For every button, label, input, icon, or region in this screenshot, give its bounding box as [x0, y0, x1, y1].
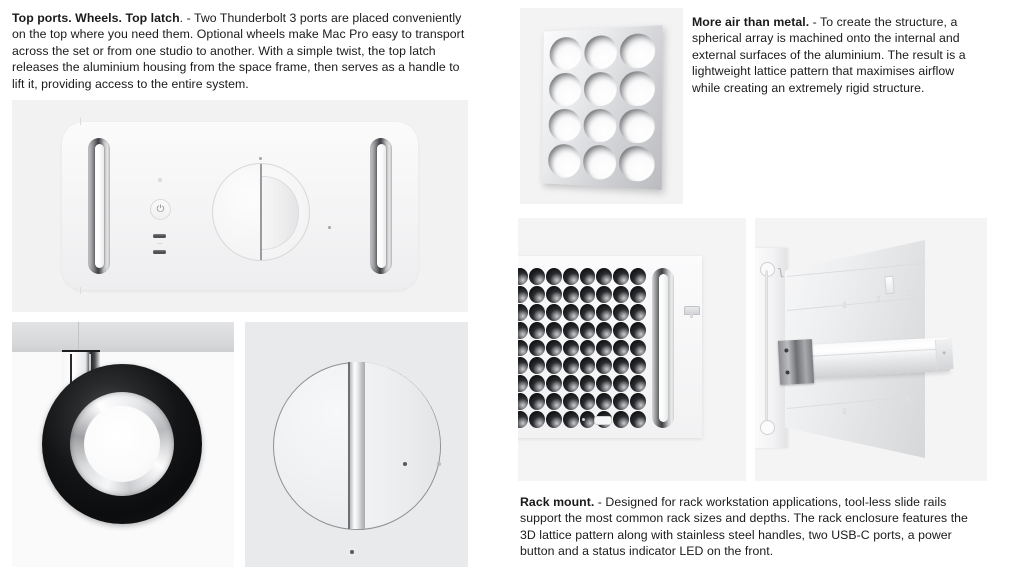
grille-hole	[596, 286, 612, 303]
rack-lattice-grille	[518, 268, 646, 428]
grille-hole	[518, 304, 528, 321]
more-air-separator: -	[809, 15, 821, 29]
thunderbolt-port-2	[153, 250, 166, 254]
grille-hole	[613, 375, 629, 392]
lattice-slab	[542, 25, 663, 190]
grille-hole	[546, 340, 562, 357]
handle-slot-inner-left	[95, 144, 104, 268]
rack-front-foot	[594, 416, 612, 425]
grille-hole	[563, 340, 579, 357]
grille-hole	[580, 393, 596, 410]
grille-hole	[630, 375, 646, 392]
chassis-vent-mark	[877, 402, 880, 408]
status-led-indicator	[158, 178, 162, 182]
power-button-icon: ⏻	[150, 199, 171, 220]
more-air-text-block	[692, 14, 972, 96]
latch-chrome-bar	[348, 362, 365, 529]
top-latch-closeup-image	[245, 322, 468, 567]
top-latch-disc	[273, 362, 441, 530]
grille-hole	[613, 322, 629, 339]
port-divider-line	[157, 243, 162, 244]
rack-stainless-handle	[652, 268, 674, 428]
ear-handle-slot	[765, 270, 768, 426]
grille-hole	[596, 375, 612, 392]
lattice-hole	[620, 71, 655, 106]
lattice-pattern-image	[520, 8, 683, 204]
grille-hole	[563, 393, 579, 410]
lattice-hole	[584, 71, 618, 105]
bracket-pin	[784, 348, 788, 352]
grille-hole	[613, 286, 629, 303]
grille-hole	[563, 357, 579, 374]
slide-rail-bracket	[778, 339, 814, 385]
latch-right-half	[356, 362, 440, 528]
grille-hole	[546, 357, 562, 374]
grille-hole	[546, 393, 562, 410]
thunderbolt-handle-slot-right	[370, 138, 392, 274]
grille-hole	[546, 286, 562, 303]
latch-bar-edge-line	[348, 362, 350, 529]
rack-front-latch	[684, 306, 700, 315]
top-ports-lede: Top ports. Wheels. Top latch	[12, 11, 180, 25]
grille-hole	[630, 393, 646, 410]
grille-hole	[529, 340, 545, 357]
grille-hole	[563, 304, 579, 321]
grille-hole	[518, 322, 528, 339]
grille-hole	[518, 393, 528, 410]
grille-hole	[580, 268, 596, 285]
grille-hole	[580, 322, 596, 339]
grille-hole	[546, 375, 562, 392]
grille-hole	[529, 357, 545, 374]
lattice-hole	[619, 146, 654, 182]
grille-hole	[580, 340, 596, 357]
grille-hole	[580, 286, 596, 303]
wheel-chrome-hub	[70, 392, 174, 496]
grille-hole	[630, 340, 646, 357]
lattice-hole	[549, 108, 581, 141]
chassis-vent-mark	[843, 408, 846, 414]
grille-hole	[529, 375, 545, 392]
grille-hole	[613, 393, 629, 410]
latch-marker-dot-bottom	[350, 550, 354, 554]
rack-mount-lede: Rack mount.	[520, 495, 595, 509]
mac-pro-top-view-image	[12, 100, 468, 312]
lattice-hole	[583, 145, 617, 180]
grille-hole	[518, 340, 528, 357]
chassis-seam-line	[78, 322, 79, 352]
grille-hole	[529, 322, 545, 339]
grille-hole	[630, 268, 646, 285]
rack-handle-inner	[659, 274, 668, 422]
thunderbolt-handle-slot-left	[88, 138, 110, 274]
grille-hole	[630, 357, 646, 374]
grille-hole	[630, 304, 646, 321]
grille-hole	[518, 286, 528, 303]
chassis-vent-mark	[907, 290, 910, 296]
grille-hole	[613, 411, 629, 428]
grille-hole	[518, 375, 528, 392]
grille-hole	[613, 357, 629, 374]
rack-slide-rails-image	[755, 218, 987, 481]
top-latch-dial	[212, 163, 310, 261]
grille-hole	[580, 304, 596, 321]
lattice-hole	[549, 36, 581, 70]
grille-hole	[563, 411, 579, 428]
grille-hole	[596, 322, 612, 339]
grille-hole	[563, 375, 579, 392]
grille-hole	[518, 357, 528, 374]
top-latch-center-bar	[260, 164, 262, 260]
grille-hole	[596, 393, 612, 410]
slide-rail-end-cap	[935, 339, 954, 370]
latch-marker-dot-inner	[403, 462, 407, 466]
chassis-vent-mark	[907, 396, 910, 402]
grille-hole	[529, 286, 545, 303]
grille-hole	[580, 375, 596, 392]
latch-marker-dot-outer	[437, 462, 441, 466]
grille-hole	[546, 322, 562, 339]
bracket-pin	[785, 370, 789, 374]
mounting-hole-bottom	[760, 420, 775, 435]
latch-alignment-dot-top	[259, 157, 262, 160]
top-ports-text-block	[12, 10, 468, 92]
grille-hole	[529, 304, 545, 321]
wheel-tire	[42, 364, 202, 524]
lattice-hole	[548, 144, 580, 178]
grille-hole	[630, 286, 646, 303]
mac-pro-housing	[62, 122, 418, 290]
grille-hole	[518, 268, 528, 285]
grille-hole	[596, 357, 612, 374]
grille-hole	[580, 357, 596, 374]
rack-enclosure-front-image	[518, 218, 746, 481]
latch-alignment-dot-right	[328, 226, 331, 229]
rack-status-indicator-led	[582, 418, 585, 421]
grille-hole	[546, 268, 562, 285]
grille-hole	[613, 304, 629, 321]
lattice-hole	[584, 35, 618, 70]
grille-hole	[630, 411, 646, 428]
handle-slot-inner-right	[377, 144, 386, 268]
grille-hole	[563, 286, 579, 303]
wheel-center-core	[84, 406, 160, 482]
grille-hole	[630, 322, 646, 339]
top-ports-body: Two Thunderbolt 3 ports are placed conveniently on the top where you need them. Optional wheels make Mac Pro easy to transport across the set or from one studio to another. With a simple twist, the top latch releases the aluminium housing from the space frame, then serves as a handle to lift it, providing access to the entire system.	[12, 11, 465, 91]
more-air-body: To create the structure, a spherical array is machined onto the internal and external surfaces of the aluminium. The result is a lightweight lattice pattern that maximises airflow while creating an extremely rigid structure.	[692, 15, 966, 95]
grille-hole	[546, 411, 562, 428]
grille-hole	[563, 322, 579, 339]
chassis-edge-band	[12, 322, 234, 352]
grille-hole	[518, 411, 528, 428]
lattice-hole	[620, 33, 655, 69]
grille-hole	[613, 340, 629, 357]
grille-hole	[596, 268, 612, 285]
rack-mount-body: Designed for rack workstation applications, tool-less slide rails support the most common rack sizes and depths. The rack enclosure features the 3D lattice pattern along with stainless steel handles, two USB-C ports, a power button and a status indicator LED on the front.	[520, 495, 968, 559]
chassis-embossed-mark: ʅ	[777, 262, 783, 278]
chassis-retention-tab	[884, 276, 895, 295]
rack-mount-separator: -	[594, 495, 606, 509]
top-latch-half-disc	[260, 176, 299, 250]
thunderbolt-port-1	[153, 234, 166, 238]
grille-hole	[596, 304, 612, 321]
grille-hole	[529, 411, 545, 428]
more-air-lede: More air than metal.	[692, 15, 810, 29]
chassis-vent-mark	[843, 302, 846, 308]
rack-mount-text-block	[520, 494, 976, 560]
grille-hole	[563, 268, 579, 285]
grille-hole	[596, 340, 612, 357]
grille-hole	[613, 268, 629, 285]
lattice-hole	[549, 72, 581, 105]
rack-front-face	[518, 256, 702, 438]
grille-hole	[529, 393, 545, 410]
top-ports-separator: . -	[179, 11, 194, 25]
lattice-hole	[583, 108, 617, 142]
chassis-vent-mark	[877, 296, 880, 302]
wheel-closeup-image	[12, 322, 234, 567]
grille-hole	[546, 304, 562, 321]
lattice-hole	[620, 109, 655, 144]
grille-hole	[529, 268, 545, 285]
